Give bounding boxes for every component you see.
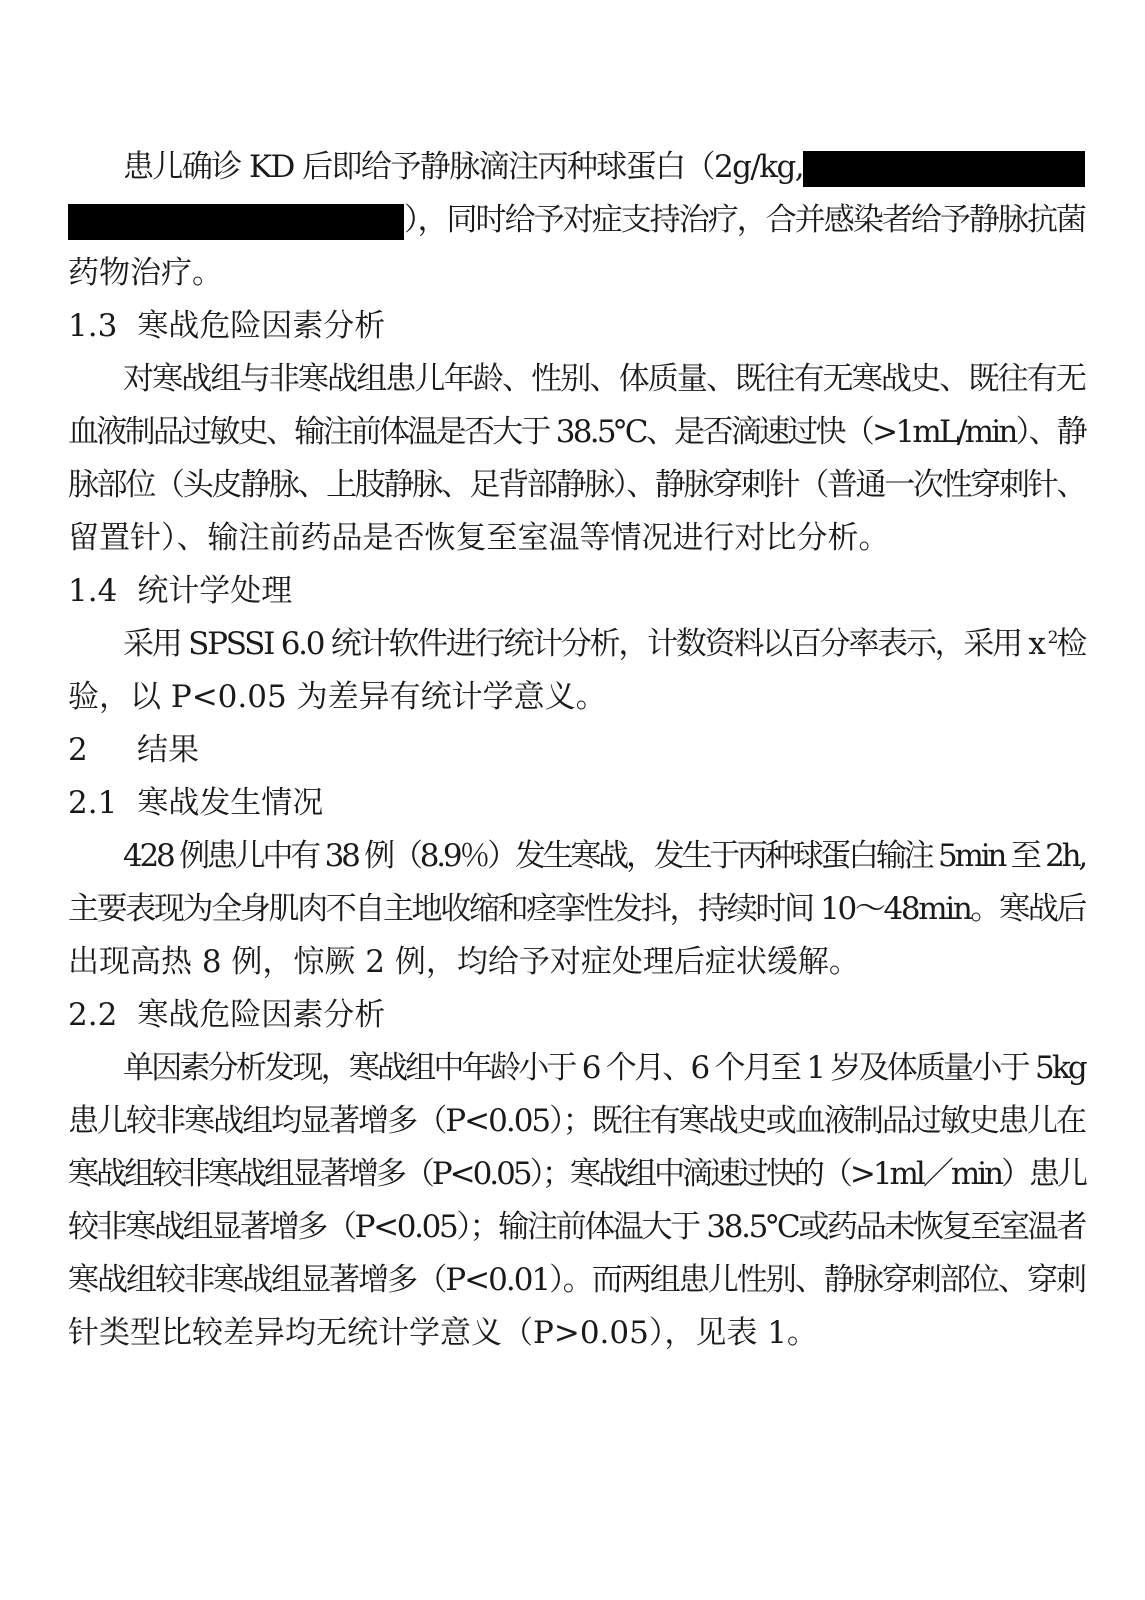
heading-number: 2.1 [68, 785, 118, 821]
line-content [68, 724, 199, 777]
text-line [68, 1042, 1085, 1095]
line-content [68, 406, 1085, 459]
line-content [68, 671, 607, 724]
text-run: 检 [1056, 626, 1085, 662]
text-line [68, 459, 1085, 512]
text-run: 患儿较非寒战组均显著增多（P<0.05）；既往有寒战史或血液制品过敏史患儿在 [68, 1103, 1085, 1139]
heading-title: 寒战危险因素分析 [137, 308, 386, 344]
text-run: 寒战组较非寒战组显著增多（P<0.05）；寒战组中滴速过快的（>1ml／min）患儿 [68, 1156, 1085, 1192]
text-run: 药物治疗。 [68, 255, 223, 291]
section-heading [68, 565, 1085, 618]
line-content [68, 989, 385, 1042]
line-content [68, 300, 385, 353]
line-content [68, 1148, 1085, 1201]
line-content [123, 618, 1085, 671]
text-line [68, 1254, 1085, 1307]
text-run: 寒战组较非寒战组显著增多（P<0.01）。而两组患儿性别、静脉穿刺部位、穿刺 [68, 1262, 1085, 1298]
text-run: 428 例患儿中有 38 例（8.9％）发生寒战，发生于丙种球蛋白输注 5min 至 2h, [123, 838, 1085, 874]
text-run: 验，以 P<0.05 为差异有统计学意义。 [68, 679, 607, 715]
text-line [68, 247, 1085, 300]
text-line [68, 671, 1085, 724]
heading-title: 结果 [137, 732, 199, 768]
line-content [123, 1042, 1085, 1095]
heading-number: 2.2 [68, 997, 118, 1033]
line-content [123, 141, 1085, 194]
text-run: 留置针）、输注前药品是否恢复至室温等情况进行对比分析。 [68, 520, 890, 556]
text-run: 采用 SPSSI 6.0 统计软件进行统计分析，计数资料以百分率表示，采用 x [123, 626, 1044, 662]
text-run: 较非寒战组显著增多（P<0.05）；输注前体温大于 38.5℃或药品未恢复至室温者 [68, 1209, 1085, 1245]
text-line [68, 512, 1085, 565]
text-run: 主要表现为全身肌肉不自主地收缩和痉挛性发抖，持续时间 10～48min。寒战后 [68, 891, 1085, 927]
text-run: 对寒战组与非寒战组患儿年龄、性别、体质量、既往有无寒战史、既往有无 [123, 361, 1085, 397]
redaction-bar [803, 151, 1085, 187]
line-content [68, 1201, 1085, 1254]
text-line [68, 353, 1085, 406]
line-content [68, 565, 292, 618]
line-content [68, 777, 323, 830]
text-line [68, 1095, 1085, 1148]
heading-title: 统计学处理 [137, 573, 293, 609]
line-content [68, 1095, 1085, 1148]
line-content [68, 194, 1085, 247]
text-line [68, 141, 1085, 194]
line-content [68, 459, 1085, 512]
section-heading [68, 724, 1085, 777]
line-content [68, 247, 223, 300]
text-line [68, 1201, 1085, 1254]
text-line [68, 936, 1085, 989]
text-line [68, 1148, 1085, 1201]
text-run: 脉部位（头皮静脉、上肢静脉、足背部静脉）、静脉穿刺针（普通一次性穿刺针、 [68, 467, 1085, 503]
line-content [68, 512, 890, 565]
text-run: 针类型比较差异均无统计学意义（P>0.05），见表 1。 [68, 1315, 818, 1351]
text-line [68, 406, 1085, 459]
redaction-bar [68, 204, 404, 240]
heading-number: 1.4 [68, 573, 118, 609]
text-run: 单因素分析发现，寒战组中年龄小于 6 个月、6 个月至 1 岁及体质量小于 5kg [123, 1050, 1085, 1086]
text-run: ），同时给予对症支持治疗，合并感染者给予静脉抗菌 [404, 202, 1085, 238]
heading-title: 寒战发生情况 [137, 785, 324, 821]
line-content [68, 1307, 818, 1360]
text-run: 血液制品过敏史、输注前体温是否大于 38.5℃、是否滴速过快（>1mL/min）、静 [68, 414, 1085, 450]
line-content [123, 353, 1085, 406]
section-heading [68, 989, 1085, 1042]
text-line [68, 618, 1085, 671]
text-line [68, 883, 1085, 936]
line-content [68, 883, 1085, 936]
text-line [68, 830, 1085, 883]
text-line [68, 194, 1085, 247]
heading-number: 2 [68, 732, 88, 768]
line-content [68, 1254, 1085, 1307]
section-heading [68, 777, 1085, 830]
line-content [123, 830, 1085, 883]
section-heading [68, 300, 1085, 353]
superscript: 2 [1047, 628, 1057, 648]
text-run: 出现高热 8 例，惊厥 2 例，均给予对症处理后症状缓解。 [68, 944, 860, 980]
heading-title: 寒战危险因素分析 [137, 997, 386, 1033]
heading-number: 1.3 [68, 308, 118, 344]
line-content [68, 936, 860, 989]
text-content [68, 141, 1085, 1360]
text-run: 患儿确诊 KD 后即给予静脉滴注丙种球蛋白（2g/kg, [123, 149, 803, 185]
text-line [68, 1307, 1085, 1360]
